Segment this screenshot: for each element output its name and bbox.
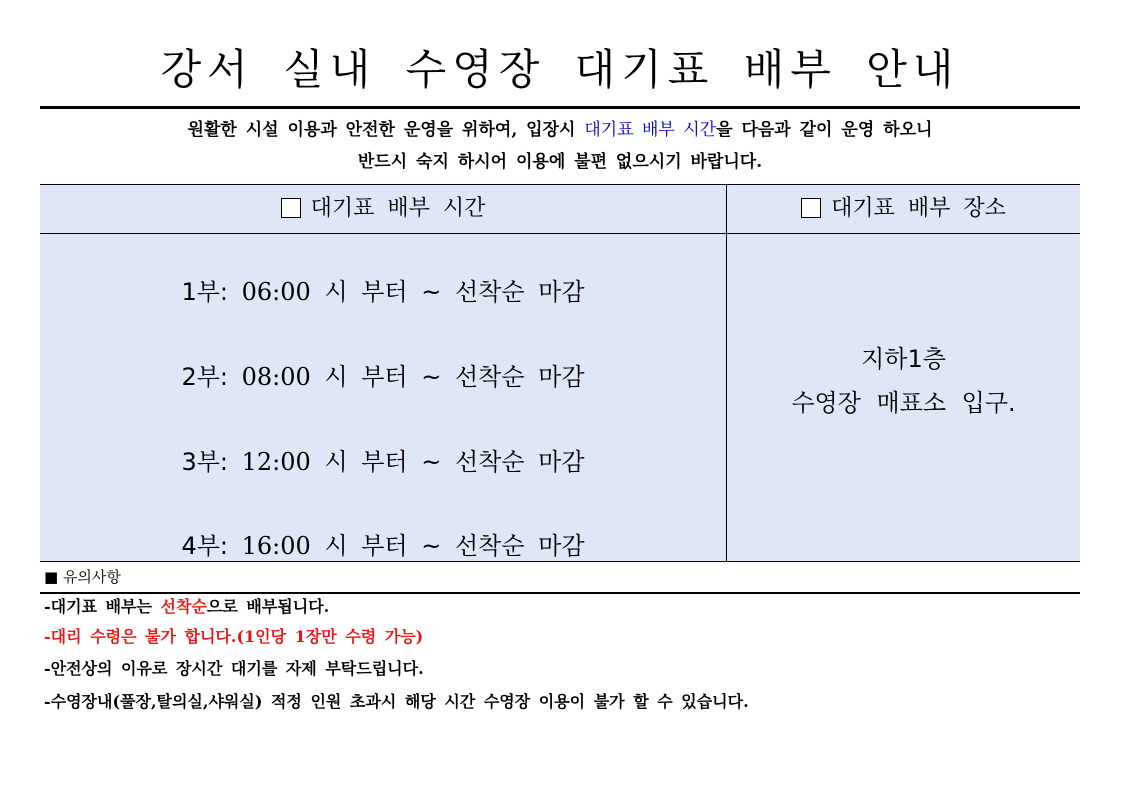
note-item-1 <box>44 594 329 620</box>
intro-text <box>40 114 1080 178</box>
note-1-end: 으로 배부됩니다. <box>206 597 330 616</box>
session-label: 1부: <box>181 278 228 306</box>
session-time: 12:00 <box>241 448 311 476</box>
notes-heading: ■ 유의사항 <box>44 568 121 586</box>
place-floor: 지하1층 <box>861 345 946 373</box>
session-label: 4부: <box>181 532 228 560</box>
note-1-emphasis: 선착순 <box>160 597 207 616</box>
header-distribution-time <box>40 185 726 233</box>
session-time: 16:00 <box>241 532 311 560</box>
distribution-place <box>727 337 1080 425</box>
intro-line-1 <box>40 114 1080 146</box>
session-time: 08:00 <box>241 363 311 391</box>
page-title: 강서 실내 수영장 대기표 배부 안내 <box>160 45 960 94</box>
session-text: 시 부터 ~ 선착순 마감 <box>324 363 585 391</box>
place-location: 수영장 매표소 입구. <box>791 389 1016 417</box>
note-item-3: -안전상의 이유로 장시간 대기를 자제 부탁드립니다. <box>44 659 424 678</box>
intro-line-1-end: 을 다음과 같이 운영 하오니 <box>716 120 933 140</box>
checkbox-square-icon <box>281 198 301 218</box>
note-2-dash: - <box>44 627 51 646</box>
distribution-table <box>40 184 1080 562</box>
session-text: 시 부터 ~ 선착순 마감 <box>324 532 585 560</box>
note-1-start: -대기표 배부는 <box>44 597 161 616</box>
session-text: 시 부터 ~ 선착순 마감 <box>324 278 585 306</box>
session-label: 2부: <box>181 363 228 391</box>
header-distribution-place <box>727 185 1080 233</box>
header-time-label: 대기표 배부 시간 <box>310 196 486 221</box>
intro-line-2: 반드시 숙지 하시어 이용에 불편 없으시기 바랍니다. <box>357 152 763 172</box>
note-item-2 <box>44 624 423 650</box>
intro-highlight: 대기표 배부 시간 <box>584 120 717 140</box>
note-2-emphasis: 대리 수령은 불가 합니다.(1인당 1장만 수령 가능) <box>50 627 424 646</box>
session-time: 06:00 <box>241 278 311 306</box>
title-divider <box>40 106 1080 109</box>
header-place-label: 대기표 배부 장소 <box>831 196 1006 221</box>
intro-line-1-start: 원활한 시설 이용과 안전한 운영을 위하여, 입장시 <box>187 120 585 140</box>
note-item-4: -수영장내(풀장,탈의실,샤워실) 적정 인원 초과시 해당 시간 수영장 이용이 불가 할 수 있습니다. <box>44 692 749 711</box>
checkbox-square-icon <box>801 198 821 218</box>
session-row-1 <box>40 277 726 307</box>
session-text: 시 부터 ~ 선착순 마감 <box>324 448 585 476</box>
session-row-4 <box>40 531 726 561</box>
session-row-2 <box>40 362 726 392</box>
session-label: 3부: <box>181 448 228 476</box>
session-row-3 <box>40 447 726 477</box>
table-header-divider <box>40 233 1080 234</box>
